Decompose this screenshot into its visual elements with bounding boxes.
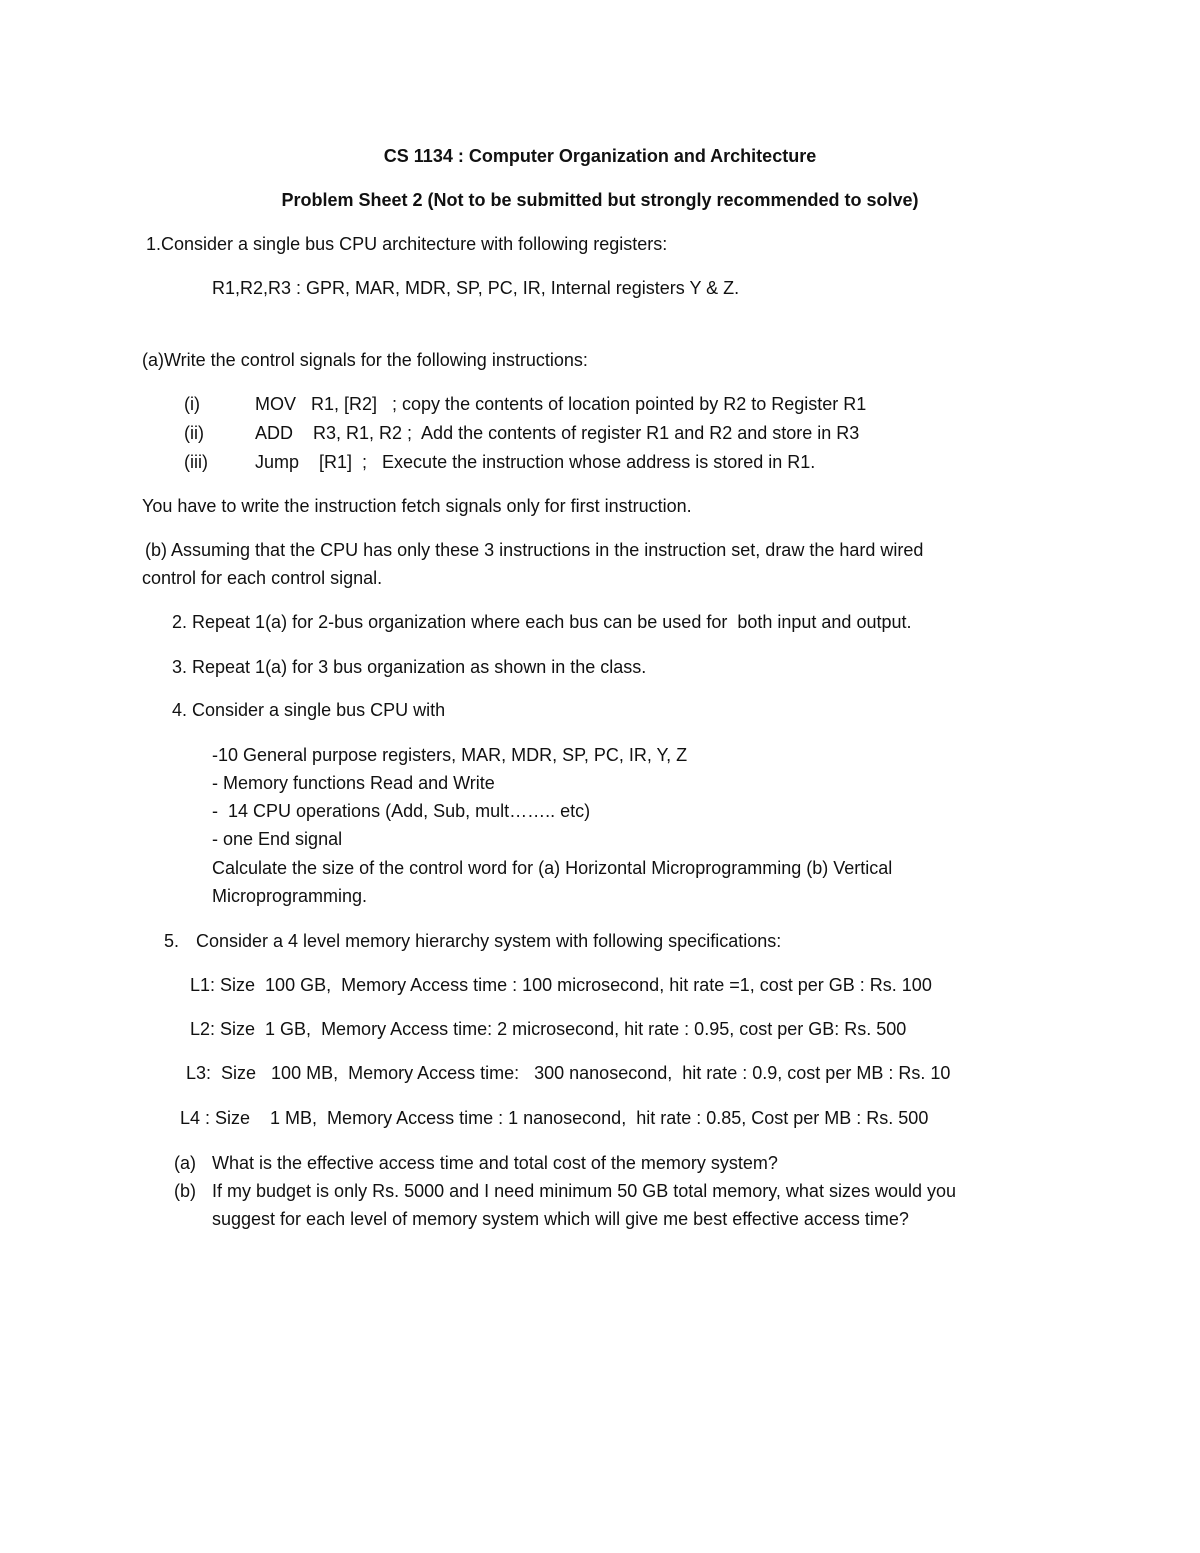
instruction-num: (ii) (184, 423, 204, 443)
instruction-num: (iii) (184, 452, 208, 472)
q4-item: -10 General purpose registers, MAR, MDR, SP, PC, IR, Y, Z (212, 745, 688, 765)
q3-text: 3. Repeat 1(a) for 3 bus organization as shown in the class. (172, 657, 647, 677)
memory-level-l2: L2: Size 1 GB, Memory Access time: 2 microsecond, hit rate : 0.95, cost per GB: Rs. 500 (190, 1019, 907, 1039)
q4-item: - Memory functions Read and Write (212, 773, 495, 793)
q4-calc: Calculate the size of the control word for (a) Horizontal Microprogramming (b) Vertical (212, 858, 893, 878)
instruction-text: Jump [R1] ; Execute the instruction whose address is stored in R1. (255, 452, 816, 472)
q4-intro: 4. Consider a single bus CPU with (172, 700, 446, 720)
q4-item: - 14 CPU operations (Add, Sub, mult…….. etc) (212, 801, 591, 821)
memory-level-l4: L4 : Size 1 MB, Memory Access time : 1 nanosecond, hit rate : 0.85, Cost per MB : Rs. 500 (180, 1108, 929, 1128)
page-subtitle: Problem Sheet 2 (Not to be submitted but strongly recommended to solve) (281, 190, 919, 210)
memory-level-l1: L1: Size 100 GB, Memory Access time : 100 microsecond, hit rate =1, cost per GB : Rs. 100 (190, 975, 932, 995)
q4-item: - one End signal (212, 829, 343, 849)
page-title: CS 1134 : Computer Organization and Architecture (383, 146, 817, 166)
instruction-text: ADD R3, R1, R2 ; Add the contents of register R1 and R2 and store in R3 (255, 423, 860, 443)
q5-intro: Consider a 4 level memory hierarchy system with following specifications: (196, 931, 782, 951)
q5-part-num: (b) (174, 1181, 196, 1201)
q1-registers: R1,R2,R3 : GPR, MAR, MDR, SP, PC, IR, Internal registers Y & Z. (212, 278, 740, 298)
q1-part-a: (a)Write the control signals for the following instructions: (142, 350, 588, 370)
q5-part-num: (a) (174, 1153, 196, 1173)
q2-text: 2. Repeat 1(a) for 2-bus organization where each bus can be used for both input and output. (172, 612, 912, 632)
instruction-text: MOV R1, [R2] ; copy the contents of location pointed by R2 to Register R1 (255, 394, 867, 414)
q5-number: 5. (164, 931, 180, 951)
q5-part-text: What is the effective access time and total cost of the memory system? (212, 1153, 778, 1173)
instruction-num: (i) (184, 394, 200, 414)
q1-part-b-cont: control for each control signal. (142, 568, 383, 588)
q1-part-b: (b) Assuming that the CPU has only these 3 instructions in the instruction set, draw the hard wired (140, 540, 924, 560)
q1-note: You have to write the instruction fetch signals only for first instruction. (142, 496, 692, 516)
memory-level-l3: L3: Size 100 MB, Memory Access time: 300 nanosecond, hit rate : 0.9, cost per MB : Rs. 10 (186, 1063, 951, 1083)
q5-part-text-cont: suggest for each level of memory system which will give me best effective access time? (212, 1209, 909, 1229)
q5-part-text: If my budget is only Rs. 5000 and I need minimum 50 GB total memory, what sizes would you (212, 1181, 957, 1201)
q4-calc-cont: Microprogramming. (212, 886, 368, 906)
q1-intro: 1.Consider a single bus CPU architecture with following registers: (146, 234, 668, 254)
